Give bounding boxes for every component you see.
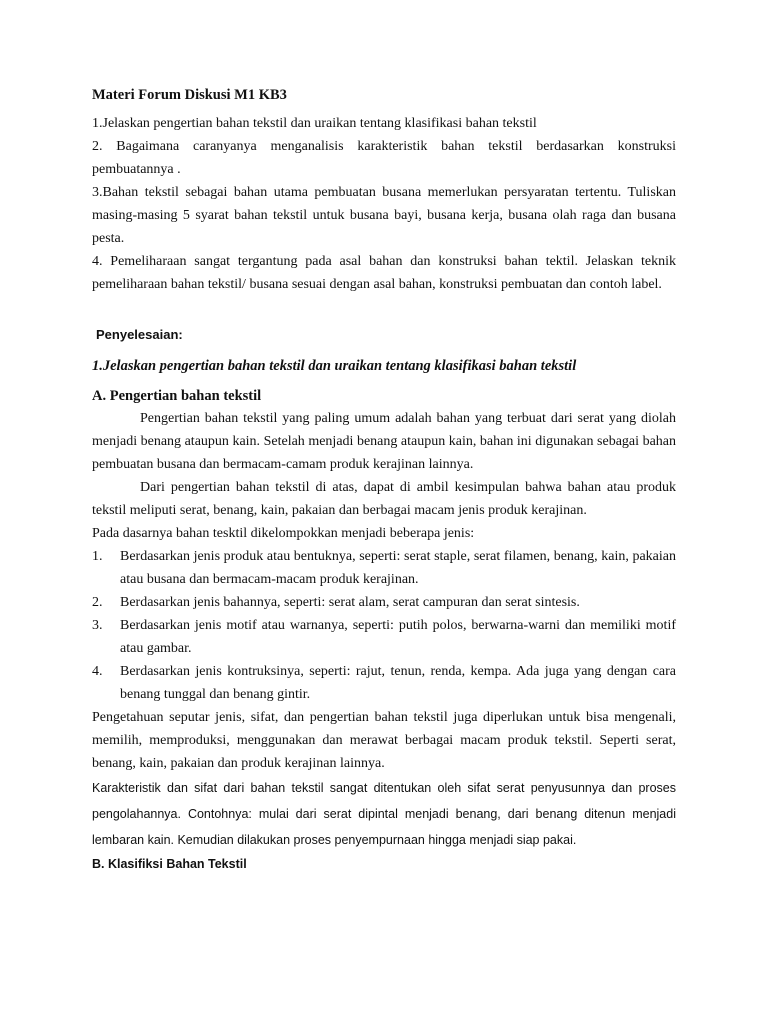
section-a-paragraph-2: Dari pengertian bahan tekstil di atas, dapat di ambil kesimpulan bahwa bahan atau produk tekstil meliputi serat, benang, kain, pakaian dan berbagai macam jenis produk kerajinan. [92,480,676,518]
list-item-text: Berdasarkan jenis motif atau warnanya, seperti: putih polos, berwarna-warni dan memiliki motif atau gambar. [120,618,676,656]
list-item [92,660,676,706]
question-2: 2. Bagaimana caranyanya menganalisis karakteristik bahan tekstil berdasarkan konstruksi pembuatannya . [92,139,676,177]
list-item-text: Berdasarkan jenis bahannya, seperti: serat alam, serat campuran dan serat sintesis. [120,595,580,610]
question-1: 1.Jelaskan pengertian bahan tekstil dan uraikan tentang klasifikasi bahan tekstil [92,116,537,131]
section-a-heading: A. Pengertian bahan tekstil [92,388,262,404]
list-item [92,545,676,591]
section-a-paragraph-1: Pengertian bahan tekstil yang paling umum adalah bahan yang terbuat dari serat yang diolah menjadi benang ataupun kain. Setelah menjadi benang ataupun kain, bahan ini digunakan sebagai bahan pembuatan busana dan bermacam-camam produk kerajinan lainnya. [92,411,676,472]
question-3: 3.Bahan tekstil sebagai bahan utama pembuatan busana memerlukan persyaratan tertentu. Tuliskan masing-masing 5 syarat bahan tekstil untuk busana bayi, busana kerja, busana olah raga dan busana pesta. [92,185,676,246]
list-item-number: 1. [92,549,103,564]
question-4: 4. Pemeliharaan sangat tergantung pada asal bahan dan konstruksi bahan tektil. Jelaskan teknik pemeliharaan bahan tekstil/ busana sesuai dengan asal bahan, konstruksi pembuatan dan contoh label. [92,254,676,292]
answer-heading: Penyelesaian: [96,327,183,342]
section-a-paragraph-3: Pada dasarnya bahan tesktil dikelompokkan menjadi beberapa jenis: [92,526,475,541]
list-item-number: 3. [92,618,103,633]
section-b-heading: B. Klasifiksi Bahan Tekstil [92,857,247,871]
list-item-number: 4. [92,664,103,679]
list-item [92,591,676,614]
answer-question-heading: 1.Jelaskan pengertian bahan tekstil dan uraikan tentang klasifikasi bahan tekstil [92,358,577,374]
list-item-text: Berdasarkan jenis produk atau bentuknya, seperti: serat staple, serat filamen, benang, kain, pakaian atau busana dan bermacam-macam produk kerajinan. [120,549,676,587]
list-item [92,614,676,660]
document-title: Materi Forum Diskusi M1 KB3 [92,87,287,103]
section-a-paragraph-5: Karakteristik dan sifat dari bahan tekstil sangat ditentukan oleh sifat serat penyusunnya dan proses pengolahannya. Contohnya: mulai dari serat dipintal menjadi benang, dari benang ditenun menjadi lembaran kain. Kemudian dilakukan proses penyempurnaan hingga menjadi siap pakai. [92,781,676,847]
classification-list [92,545,676,706]
list-item-number: 2. [92,595,103,610]
section-a-paragraph-4: Pengetahuan seputar jenis, sifat, dan pengertian bahan tekstil juga diperlukan untuk bisa mengenali, memilih, memproduksi, menggunakan dan merawat berbagai macam produk tekstil. Seperti serat, benang, kain, pakaian dan produk kerajinan lainnya. [92,710,676,771]
list-item-text: Berdasarkan jenis kontruksinya, seperti: rajut, tenun, renda, kempa. Ada juga yang dengan cara benang tunggal dan benang gintir. [120,664,676,702]
